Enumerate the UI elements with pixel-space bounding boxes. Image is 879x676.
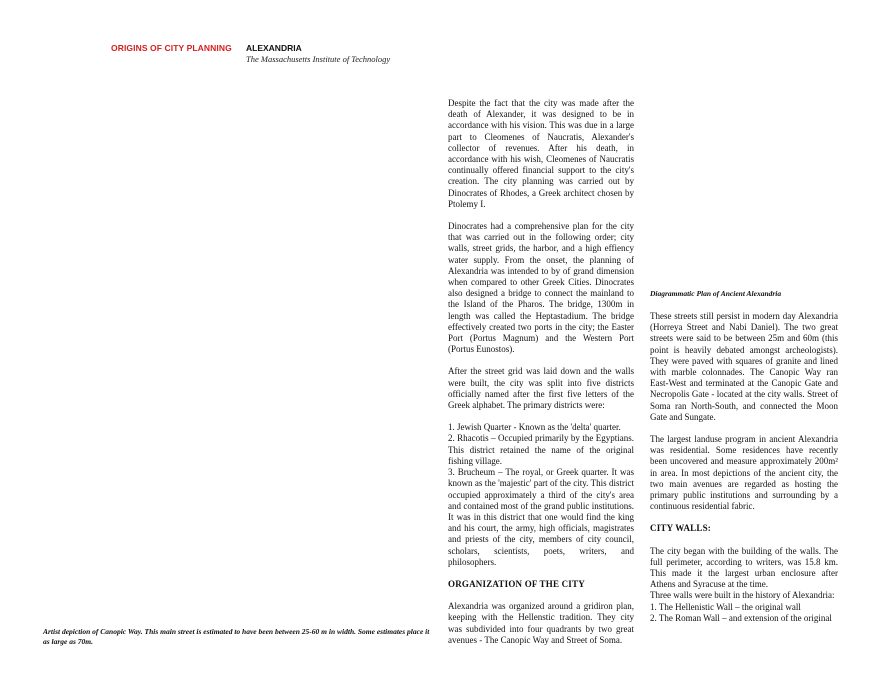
figure-caption-plan: Diagrammatic Plan of Ancient Alexandria (650, 289, 782, 298)
figure-caption-canopic-way: Artist depiction of Canopic Way. This main street is estimated to have been between 25-60 m in width. Some estimates place it as large as 70m. (43, 627, 430, 646)
paragraph: The city began with the building of the walls. The full perimeter, according to writers, was 15.8 km. This made it the largest urban enclosure after Athens and Syracuse at the time. (650, 545, 838, 590)
series-title: ORIGINS OF CITY PLANNING (111, 43, 232, 53)
paragraph: Despite the fact that the city was made after the death of Alexander, it was designed to be in accordance with his vision. This was due in a large part to Cleomenes of Naucratis, Alexander's collector of revenues. After his death, in accordance with his wish, Cleomenes of Naucratis continually offered financial support to the city's creation. The city planning was carried out by Dinocrates of Rhodes, a Greek architect chosen by Ptolemy I. (448, 98, 634, 209)
paragraph: Alexandria was organized around a gridiron plan, keeping with the Hellenstic tradition. They city was subdivided into four quadrants by two great avenues - The Canopic Way and Street of Soma. (448, 601, 634, 645)
section-heading: CITY WALLS: (650, 523, 711, 534)
page-title: ALEXANDRIA (246, 43, 302, 53)
list-item: 1. Jewish Quarter - Known as the 'delta' quarter. (448, 422, 621, 433)
list-item: 2. Rhacotis – Occupied primarily by the Egyptians. This district retained the name of the original fishing village. (448, 433, 634, 466)
paragraph: Dinocrates had a comprehensive plan for the city that was carried out in the following order; city walls, street grids, the harbor, and a high effiency water supply. From the onset, the planning of Alexandria was intended to by of grand dimension when compared to other Greek Cities. Dinocrates also designed a bridge to connect the mainland to the Island of the Pharos. The bridge, 1300m in length was called the Heptastadium. The bridge effectively created two ports in the city; the Easter Port (Portus Magnum) and the Western Port (Portus Eunostos). (448, 221, 634, 355)
paragraph: The largest landuse program in ancient Alexandria was residential. Some residences have recently been uncovered and measure approximately 200m² in area. In most depictions of the ancient city, the two main avenues are regarded as hosting the primary public institutions and surrounding by a continuous residential fabric. (650, 434, 838, 512)
section-heading: ORGANIZATION OF THE CITY (448, 578, 585, 589)
right-text-column (650, 311, 838, 624)
list-item: 1. The Hellenistic Wall – the original wall (650, 601, 801, 612)
paragraph: After the street grid was laid down and the walls were built, the city was split into five districts officially named after the first five letters of the Greek alphabet. The primary districts were: (448, 366, 634, 411)
list-item: 2. The Roman Wall – and extension of the original (650, 612, 832, 623)
page-subtitle: The Massachusetts Institute of Technology (246, 54, 391, 64)
list-item: 3. Brucheum – The royal, or Greek quarter. It was known as the 'majestic' part of the city. This district occupied approximately a third of the city's area and contained most of the grand public institutions. It was in this district that one would find the king and his court, the army, high officials, magistrates and priests of the city, members of city council, scholars, scientists, poets, writers, and philosophers. (448, 467, 634, 567)
left-text-column (448, 98, 634, 657)
paragraph: Three walls were built in the history of Alexandria: (650, 590, 835, 601)
paragraph: These streets still persist in modern day Alexandria (Horreya Street and Nabi Daniel). The two great streets were said to be between 25m and 60m (this point is heavily debated amongst archeologists). They were paved with squares of granite and lined with marble colonnades. The Canopic Way ran East-West and terminated at the Canopic Gate and Necropolis Gate - located at the city walls. Street of Soma ran North-South, and connected the Moon Gate and Sungate. (650, 311, 838, 422)
